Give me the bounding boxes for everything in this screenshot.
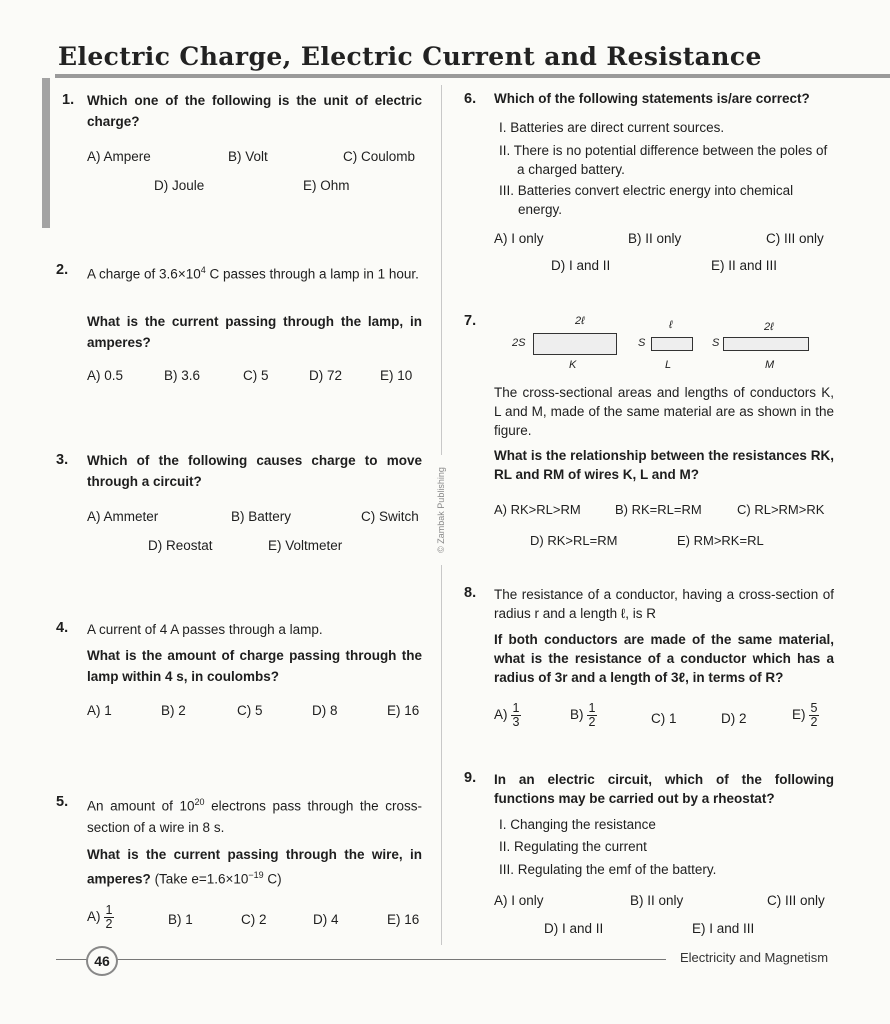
q1-question: Which one of the following is the unit of electric charge?: [87, 93, 422, 129]
watermark: © Zambak Publishing: [420, 455, 462, 565]
q9-option-c[interactable]: C) III only: [767, 893, 825, 908]
fig-k-name: K: [569, 359, 577, 371]
q6-option-d[interactable]: D) I and II: [551, 258, 611, 273]
q5-number: 5.: [56, 794, 69, 810]
q7-statement: The cross-sectional areas and lengths of conductors K, L and M, made of the same material are as shown in the figure.: [494, 385, 834, 438]
q1-option-b[interactable]: B) Volt: [228, 149, 268, 164]
footer-rule: [56, 959, 666, 960]
q1-number: 1.: [62, 92, 75, 108]
q9-option-d[interactable]: D) I and II: [544, 921, 604, 936]
q2-option-b[interactable]: B) 3.6: [164, 368, 201, 383]
q1-option-d[interactable]: D) Joule: [154, 178, 205, 193]
q4-option-a[interactable]: A) 1: [87, 703, 112, 718]
q5-question: What is the current passing through the wire, in amperes? (Take $e=1.6\times 10^{-19}$ C): [87, 847, 422, 887]
q2-number: 2.: [56, 262, 69, 278]
q2-question: What is the current passing through the lamp, in amperes?: [87, 314, 422, 350]
fig-l-area: S: [638, 337, 646, 349]
q4-number: 4.: [56, 620, 69, 636]
q6-option-b[interactable]: B) II only: [628, 231, 682, 246]
q9-option-a[interactable]: A) I only: [494, 893, 544, 908]
q9-number: 9.: [464, 770, 477, 786]
q3-option-c[interactable]: C) Switch: [361, 509, 419, 524]
conductor-l: [651, 337, 693, 351]
fig-m-area: S: [712, 337, 720, 349]
q7-option-b[interactable]: B) RK=RL=RM: [615, 502, 702, 517]
q8-option-a[interactable]: A) $\frac{1}{3}$: [494, 701, 520, 729]
q6-question: Which of the following statements is/are correct?: [494, 91, 810, 106]
q4-option-b[interactable]: B) 2: [161, 703, 186, 718]
q9-question: In an electric circuit, which of the following functions may be carried out by a rheostat?: [494, 772, 834, 806]
q9-statement-3: III. Regulating the emf of the battery.: [499, 862, 717, 877]
q8-option-c[interactable]: C) 1: [651, 711, 677, 726]
q7-option-c[interactable]: C) RL>RM>RK: [737, 502, 825, 517]
q9-option-e[interactable]: E) I and III: [692, 921, 755, 936]
fig-l-length: ℓ: [669, 319, 673, 331]
q7-option-d[interactable]: D) RK>RL=RM: [530, 533, 618, 548]
q8-option-d[interactable]: D) 2: [721, 711, 747, 726]
q6-option-a[interactable]: A) I only: [494, 231, 544, 246]
fig-m-length: 2ℓ: [764, 321, 774, 333]
footer-section: Electricity and Magnetism: [680, 950, 829, 965]
page-title: Electric Charge, Electric Current and Resistance: [58, 42, 762, 71]
q5-option-c[interactable]: C) 2: [241, 912, 267, 927]
fig-m-name: M: [765, 359, 775, 371]
conductor-m: [723, 337, 809, 351]
q2-statement: A charge of $3.6\times 10^4$ C passes through a lamp in 1 hour.: [87, 265, 419, 282]
q4-option-e[interactable]: E) 16: [387, 703, 420, 718]
fig-k-area: 2S: [512, 337, 526, 349]
q4-statement: A current of 4 A passes through a lamp.: [87, 622, 323, 637]
q5-option-d[interactable]: D) 4: [313, 912, 339, 927]
q5-statement: An amount of $10^{20}$ electrons pass through the cross-section of a wire in 8 s.: [87, 797, 422, 835]
q3-option-d[interactable]: D) Reostat: [148, 538, 213, 553]
q9-statement-2: II. Regulating the current: [499, 839, 647, 854]
q1-option-a[interactable]: A) Ampere: [87, 149, 151, 164]
q7-question: What is the relationship between the resistances RK, RL and RM of wires K, L and M?: [494, 448, 834, 482]
q7-number: 7.: [464, 313, 477, 329]
q4-option-d[interactable]: D) 8: [312, 703, 338, 718]
q8-option-e[interactable]: E) $\frac{5}{2}$: [792, 701, 818, 729]
q2-option-e[interactable]: E) 10: [380, 368, 413, 383]
q6-statement-1: I. Batteries are direct current sources.: [499, 120, 725, 135]
q1-option-e[interactable]: E) Ohm: [303, 178, 350, 193]
q8-number: 8.: [464, 585, 477, 601]
q4-question: What is the amount of charge passing through the lamp within 4 s, in coulombs?: [87, 648, 422, 684]
q2-option-a[interactable]: A) 0.5: [87, 368, 124, 383]
q5-option-b[interactable]: B) 1: [168, 912, 193, 927]
title-rule: [55, 74, 890, 78]
q3-question: Which of the following causes charge to move through a circuit?: [87, 453, 422, 489]
q3-option-b[interactable]: B) Battery: [231, 509, 292, 524]
q3-option-a[interactable]: A) Ammeter: [87, 509, 159, 524]
q6-number: 6.: [464, 91, 477, 107]
q6-statement-2: II. There is no potential difference between the poles of a charged battery.: [499, 143, 828, 177]
fig-k-length: 2ℓ: [575, 315, 585, 327]
q8-statement: The resistance of a conductor, having a cross-section of radius r and a length ℓ, is R: [494, 587, 834, 621]
q7-figure: [505, 313, 835, 373]
q2-option-c[interactable]: C) 5: [243, 368, 269, 383]
q6-option-c[interactable]: C) III only: [766, 231, 824, 246]
fig-l-name: L: [665, 359, 672, 371]
q3-number: 3.: [56, 452, 69, 468]
q4-option-c[interactable]: C) 5: [237, 703, 263, 718]
left-accent-bar: [42, 78, 50, 228]
page-number: 46: [86, 946, 118, 976]
q6-option-e[interactable]: E) II and III: [711, 258, 778, 273]
q6-statement-3: III. Batteries convert electric energy into chemical energy.: [499, 183, 794, 217]
q5-option-e[interactable]: E) 16: [387, 912, 420, 927]
q9-statement-1: I. Changing the resistance: [499, 817, 656, 832]
conductor-k: [533, 333, 617, 355]
q2-option-d[interactable]: D) 72: [309, 368, 343, 383]
q7-option-e[interactable]: E) RM>RK=RL: [677, 533, 764, 548]
q3-option-e[interactable]: E) Voltmeter: [268, 538, 343, 553]
q8-question: If both conductors are made of the same material, what is the resistance of a conductor which has a radius of 3r and a length of 3ℓ, in terms of R?: [494, 632, 834, 685]
q7-option-a[interactable]: A) RK>RL>RM: [494, 502, 581, 517]
q8-option-b[interactable]: B) $\frac{1}{2}$: [570, 701, 596, 729]
q9-option-b[interactable]: B) II only: [630, 893, 684, 908]
q5-option-a[interactable]: A) $\frac{1}{2}$: [87, 903, 113, 931]
q1-option-c[interactable]: C) Coulomb: [343, 149, 416, 164]
